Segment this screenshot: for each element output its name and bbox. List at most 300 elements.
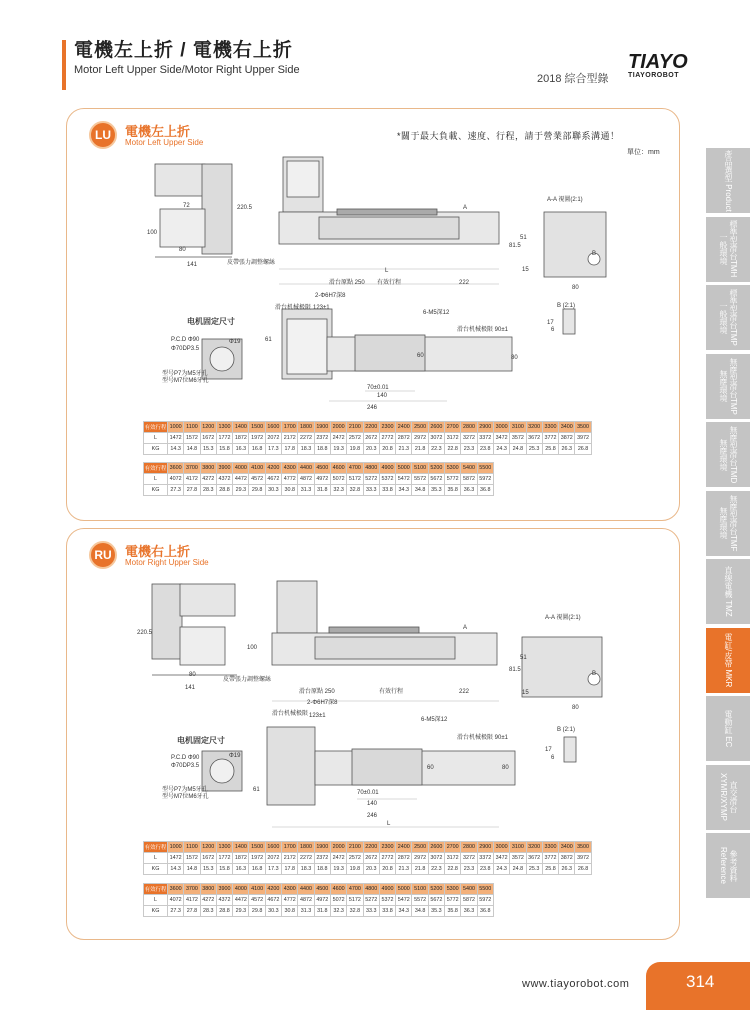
m7-note: 型号M7位M6牙孔 <box>162 794 209 800</box>
brand-logo <box>628 52 694 79</box>
table-cell: 3572 <box>510 853 526 864</box>
table-cell: 1500 <box>249 422 265 433</box>
section-mark-a: A <box>463 205 468 211</box>
table-cell: 31.8 <box>314 906 330 917</box>
table-cell: 3672 <box>526 853 542 864</box>
table-cell: 5972 <box>477 474 493 485</box>
table-cell: 5372 <box>379 474 395 485</box>
table-cell: 4672 <box>265 895 281 906</box>
side-tab-10[interactable] <box>706 833 750 899</box>
table-cell: 32.8 <box>347 485 363 496</box>
table-cell: 5872 <box>461 474 477 485</box>
page-title-en: Motor Left Upper Side/Motor Right Upper Side <box>74 64 300 76</box>
slide-origin: 滑台原點 250 <box>329 280 365 286</box>
dim-220-5: 220.5 <box>137 630 153 636</box>
dim-6: 6 <box>551 755 555 761</box>
row-label: L <box>144 853 168 864</box>
dim-80-aa: 80 <box>572 705 579 711</box>
table-cell: 1200 <box>200 422 216 433</box>
table-cell: 33.8 <box>379 485 395 496</box>
table-cell: 3372 <box>477 433 493 444</box>
dim-222: 222 <box>459 280 470 286</box>
table-cell: 34.3 <box>396 906 412 917</box>
table-cell: 4072 <box>168 474 184 485</box>
dim-70: 70±0.01 <box>357 790 379 796</box>
table-cell: 3600 <box>168 884 184 895</box>
dim-246: 246 <box>367 405 378 409</box>
table-cell: 4200 <box>265 884 281 895</box>
table-cell: 2100 <box>347 842 363 853</box>
detail-mark-b: B <box>592 251 597 257</box>
table-cell: 26.8 <box>575 444 591 455</box>
table-cell: 3172 <box>445 433 461 444</box>
dim-15: 15 <box>522 267 529 273</box>
dim-70: 70±0.01 <box>367 385 389 391</box>
side-tab-5[interactable] <box>706 491 750 557</box>
table-cell: 2172 <box>282 433 298 444</box>
table-cell: 35.8 <box>445 485 461 496</box>
dim-51: 51 <box>520 655 527 661</box>
row-label: 有效行程 <box>144 463 168 474</box>
aa-view: A-A 視圖(2:1) <box>547 197 583 203</box>
table-cell: 4772 <box>282 474 298 485</box>
table-cell: 5772 <box>445 895 461 906</box>
logo-wordmark: TIAYO <box>628 51 688 73</box>
table-cell: 2672 <box>363 433 379 444</box>
side-tab-4[interactable] <box>706 422 750 488</box>
table-cell: 2872 <box>396 433 412 444</box>
side-tab-label: 無塵型滑台TMD 無塵環境 <box>719 425 738 484</box>
table-cell: 24.8 <box>510 444 526 455</box>
table-cell: 2472 <box>330 433 346 444</box>
table-cell: 14.3 <box>168 864 184 875</box>
p7-note: 型号P7为M5牙孔 <box>162 371 208 377</box>
section-mark-a: A <box>463 625 468 631</box>
table-cell: 4372 <box>216 474 232 485</box>
table-cell: 22.8 <box>445 864 461 875</box>
table-cell: 20.8 <box>379 444 395 455</box>
dim-80-b: 80 <box>511 355 518 361</box>
table-cell: 16.3 <box>233 444 249 455</box>
table-cell: 4472 <box>233 895 249 906</box>
table-cell: 32.8 <box>347 906 363 917</box>
table-cell: 4972 <box>314 895 330 906</box>
table-cell: 4272 <box>200 895 216 906</box>
table-cell: 4772 <box>282 895 298 906</box>
side-tab-label: 參考資料 Reference <box>719 847 738 884</box>
detail-mark-b: B <box>592 671 597 677</box>
slide-origin: 滑台原點 250 <box>299 689 335 695</box>
dim-246: 246 <box>367 813 378 819</box>
effective-stroke: 有效行程 <box>379 689 404 695</box>
table-cell: 4800 <box>363 884 379 895</box>
table-cell: 3272 <box>461 853 477 864</box>
table-cell: 5200 <box>428 463 444 474</box>
table-cell: 2100 <box>347 422 363 433</box>
table-cell: 3900 <box>216 463 232 474</box>
table-cell: 2872 <box>396 853 412 864</box>
table-cell: 5672 <box>428 474 444 485</box>
side-tab-8[interactable] <box>706 696 750 762</box>
technical-drawing-ru <box>67 529 681 829</box>
table-cell: 17.3 <box>265 864 281 875</box>
table-cell: 29.8 <box>249 485 265 496</box>
table-cell: 2572 <box>347 433 363 444</box>
table-cell: 2900 <box>477 842 493 853</box>
table-cell: 27.8 <box>184 485 200 496</box>
table-cell: 33.3 <box>363 485 379 496</box>
logo-subtext: TIAYOROBOT <box>628 72 680 79</box>
table-cell: 3572 <box>510 433 526 444</box>
table-cell: 3872 <box>559 433 575 444</box>
pin-holes: 2-Φ6H7深8 <box>315 293 346 299</box>
table-cell: 32.3 <box>330 485 346 496</box>
side-tab-label: 無塵型滑台TMF 無塵環境 <box>719 494 738 552</box>
dim-L: L <box>387 821 391 827</box>
table-cell: 2272 <box>298 433 314 444</box>
table-cell: 3472 <box>493 433 509 444</box>
table-cell: 2072 <box>265 853 281 864</box>
dim-140: 140 <box>367 801 378 807</box>
table-cell: 2800 <box>461 422 477 433</box>
table-cell: 4100 <box>249 463 265 474</box>
side-tab-label: 直交滑台 XYMR/XYMP <box>719 772 738 821</box>
side-tab-9[interactable] <box>706 765 750 831</box>
table-cell: 5400 <box>461 884 477 895</box>
side-tab-label: 產品選型 Product <box>724 149 733 212</box>
table-cell: 35.8 <box>445 906 461 917</box>
table-cell: 34.8 <box>412 906 428 917</box>
table-cell: 1400 <box>233 842 249 853</box>
table-cell: 2672 <box>363 853 379 864</box>
table-cell: 2900 <box>477 422 493 433</box>
section-badge: LU <box>89 121 117 149</box>
dim-80: 80 <box>179 247 186 253</box>
dim-15: 15 <box>522 690 529 696</box>
slide-limit-90: 滑台机械极限 90±1 <box>457 735 508 741</box>
table-cell: 1472 <box>168 853 184 864</box>
table-cell: 5100 <box>412 463 428 474</box>
table-cell: 1872 <box>233 433 249 444</box>
table-cell: 2772 <box>379 853 395 864</box>
table-cell: 2472 <box>330 853 346 864</box>
table-cell: 22.8 <box>445 444 461 455</box>
table-cell: 4400 <box>298 884 314 895</box>
row-weight <box>144 485 494 496</box>
motor-fixing-label: 电机固定尺寸 <box>177 736 225 745</box>
table-cell: 28.8 <box>216 485 232 496</box>
row-label: KG <box>144 444 168 455</box>
table-cell: 2500 <box>412 422 428 433</box>
side-tab-6[interactable] <box>706 559 750 625</box>
table-cell: 5300 <box>445 884 461 895</box>
table-cell: 25.8 <box>542 864 558 875</box>
table-cell: 1972 <box>249 853 265 864</box>
table-cell: 4172 <box>184 474 200 485</box>
table-cell: 28.8 <box>216 906 232 917</box>
table-cell: 2500 <box>412 842 428 853</box>
table-cell: 21.3 <box>396 864 412 875</box>
table-cell: 14.3 <box>168 444 184 455</box>
table-cell: 5772 <box>445 474 461 485</box>
row-weight <box>144 864 592 875</box>
table-cell: 5172 <box>347 474 363 485</box>
table-cell: 28.3 <box>200 906 216 917</box>
belt-adjust-note: 皮帶張力調整螺絲 <box>227 260 276 266</box>
m7-note: 型号M7位M6牙孔 <box>162 378 209 384</box>
side-tab-label: 直線電機 TMZ <box>724 566 733 617</box>
dim-60: 60 <box>427 765 434 771</box>
table-cell: 2700 <box>445 422 461 433</box>
table-cell: 4700 <box>347 884 363 895</box>
section-title-cn: 電機左上折 <box>125 124 191 139</box>
row-length <box>144 433 592 444</box>
side-tab-0[interactable] <box>706 148 750 214</box>
detail-b: B (2:1) <box>557 303 576 309</box>
table-cell: 1900 <box>314 422 330 433</box>
table-cell: 2200 <box>363 842 379 853</box>
table-cell: 31.3 <box>298 906 314 917</box>
slide-limit: 滑台机械极限 <box>275 305 312 311</box>
table-cell: 23.3 <box>461 444 477 455</box>
table-cell: 1800 <box>298 842 314 853</box>
table-cell: 3100 <box>510 422 526 433</box>
table-cell: 1300 <box>216 422 232 433</box>
load-note: *關于最大負載、速度、行程，請于營業部聯系溝通！ <box>397 131 620 141</box>
table-cell: 29.8 <box>249 906 265 917</box>
table-cell: 1500 <box>249 842 265 853</box>
table-cell: 2372 <box>314 433 330 444</box>
table-cell: 3800 <box>200 884 216 895</box>
table-cell: 1800 <box>298 422 314 433</box>
table-cell: 4000 <box>233 463 249 474</box>
row-stroke <box>144 463 494 474</box>
row-label: KG <box>144 864 168 875</box>
slide-limit-90: 滑台机械极限 90±1 <box>457 327 508 333</box>
dim-80-aa: 80 <box>572 285 579 291</box>
table-cell: 14.8 <box>184 444 200 455</box>
table-cell: 22.3 <box>428 444 444 455</box>
table-cell: 5400 <box>461 463 477 474</box>
side-tab-2[interactable] <box>706 285 750 351</box>
table-cell: 3200 <box>526 422 542 433</box>
table-cell: 4572 <box>249 895 265 906</box>
table-cell: 28.3 <box>200 485 216 496</box>
table-cell: 4872 <box>298 474 314 485</box>
table-cell: 23.8 <box>477 444 493 455</box>
table-cell: 1572 <box>184 433 200 444</box>
table-cell: 3172 <box>445 853 461 864</box>
dim-141: 141 <box>185 685 196 691</box>
table-cell: 33.3 <box>363 906 379 917</box>
table-cell: 3600 <box>168 463 184 474</box>
table-cell: 4200 <box>265 463 281 474</box>
table-cell: 3772 <box>542 853 558 864</box>
table-cell: 17.3 <box>265 444 281 455</box>
row-label: L <box>144 895 168 906</box>
table-cell: 2400 <box>396 842 412 853</box>
slide-limit: 滑台机械极限 <box>272 711 309 717</box>
table-cell: 19.3 <box>330 444 346 455</box>
table-cell: 1772 <box>216 433 232 444</box>
row-label: 有效行程 <box>144 842 168 853</box>
table-cell: 3700 <box>184 463 200 474</box>
table-cell: 21.8 <box>412 864 428 875</box>
table-cell: 35.3 <box>428 906 444 917</box>
pcd-label: P.C.D Φ90 <box>171 755 200 761</box>
section-motor-right-upper <box>66 528 680 940</box>
table-cell: 2972 <box>412 853 428 864</box>
table-cell: 18.8 <box>314 864 330 875</box>
table-cell: 3400 <box>559 422 575 433</box>
table-cell: 1472 <box>168 433 184 444</box>
table-cell: 3372 <box>477 853 493 864</box>
table-cell: 5272 <box>363 895 379 906</box>
side-tab-label: 無塵型滑台TMP 無塵環境 <box>719 357 738 415</box>
table-cell: 5872 <box>461 895 477 906</box>
table-cell: 17.8 <box>282 864 298 875</box>
table-cell: 16.8 <box>249 864 265 875</box>
row-label: L <box>144 433 168 444</box>
table-cell: 2072 <box>265 433 281 444</box>
table-cell: 5672 <box>428 895 444 906</box>
table-cell: 5000 <box>396 463 412 474</box>
pcd-label: P.C.D Φ90 <box>171 337 200 343</box>
footer-url[interactable]: www.tiayorobot.com <box>522 978 630 990</box>
dim-72: 72 <box>183 203 190 209</box>
table-cell: 5972 <box>477 895 493 906</box>
table-cell: 1100 <box>184 842 200 853</box>
row-length <box>144 474 494 485</box>
dim-80-b: 80 <box>502 765 509 771</box>
table-cell: 29.3 <box>233 485 249 496</box>
row-weight <box>144 906 494 917</box>
row-stroke <box>144 884 494 895</box>
section-motor-left-upper <box>66 108 680 521</box>
table-cell: 36.3 <box>461 485 477 496</box>
table-cell: 1100 <box>184 422 200 433</box>
table-cell: 18.3 <box>298 864 314 875</box>
table-cell: 4572 <box>249 474 265 485</box>
table-cell: 5200 <box>428 884 444 895</box>
page-title-cn: 電機左上折 / 電機右上折 <box>74 40 293 61</box>
table-cell: 5572 <box>412 895 428 906</box>
table-cell: 19.3 <box>330 864 346 875</box>
table-cell: 23.8 <box>477 864 493 875</box>
table-cell: 2200 <box>363 422 379 433</box>
dim-17: 17 <box>547 320 554 326</box>
table-cell: 34.8 <box>412 485 428 496</box>
table-cell: 5100 <box>412 884 428 895</box>
side-tab-7[interactable] <box>706 628 750 694</box>
table-cell: 3872 <box>559 853 575 864</box>
row-label: 有效行程 <box>144 884 168 895</box>
motor-fixing-label: 电机固定尺寸 <box>187 317 235 326</box>
dim-60: 60 <box>417 353 424 359</box>
table-cell: 27.3 <box>168 485 184 496</box>
table-cell: 3000 <box>493 422 509 433</box>
side-tab-3[interactable] <box>706 354 750 420</box>
table-cell: 3072 <box>428 433 444 444</box>
table-cell: 3072 <box>428 853 444 864</box>
table-cell: 5072 <box>330 895 346 906</box>
table-cell: 4600 <box>330 884 346 895</box>
dim-100: 100 <box>247 645 258 651</box>
table-cell: 24.8 <box>510 864 526 875</box>
table-cell: 4272 <box>200 474 216 485</box>
phi70-label: Φ70DP3.5 <box>171 763 200 769</box>
table-cell: 4300 <box>282 463 298 474</box>
table-cell: 3800 <box>200 463 216 474</box>
table-cell: 5000 <box>396 884 412 895</box>
table-cell: 21.8 <box>412 444 428 455</box>
side-tab-1[interactable] <box>706 217 750 283</box>
table-cell: 1300 <box>216 842 232 853</box>
table-cell: 26.3 <box>559 444 575 455</box>
table-cell: 31.3 <box>298 485 314 496</box>
table-cell: 24.3 <box>493 444 509 455</box>
table-cell: 4300 <box>282 884 298 895</box>
table-cell: 17.8 <box>282 444 298 455</box>
table-cell: 19.8 <box>347 444 363 455</box>
spec-table-lu-2 <box>143 462 494 496</box>
table-cell: 2572 <box>347 853 363 864</box>
m5-holes: 6-M5深12 <box>421 717 448 723</box>
table-cell: 34.3 <box>396 485 412 496</box>
table-cell: 3700 <box>184 884 200 895</box>
table-cell: 1700 <box>282 422 298 433</box>
table-cell: 1000 <box>168 842 184 853</box>
row-weight <box>144 444 592 455</box>
table-cell: 31.8 <box>314 485 330 496</box>
table-cell: 27.8 <box>184 906 200 917</box>
dim-81-5: 81.5 <box>509 667 521 673</box>
table-cell: 3500 <box>575 422 591 433</box>
table-cell: 3400 <box>559 842 575 853</box>
table-cell: 16.8 <box>249 444 265 455</box>
table-cell: 32.3 <box>330 906 346 917</box>
dim-81-5: 81.5 <box>509 243 521 249</box>
table-cell: 3300 <box>542 842 558 853</box>
table-cell: 4400 <box>298 463 314 474</box>
table-cell: 5472 <box>396 474 412 485</box>
dim-6: 6 <box>551 327 555 333</box>
side-tab-label: 電動缸 EC <box>724 709 733 748</box>
table-cell: 3672 <box>526 433 542 444</box>
table-cell: 2300 <box>379 422 395 433</box>
table-cell: 4600 <box>330 463 346 474</box>
table-cell: 14.8 <box>184 864 200 875</box>
table-cell: 25.8 <box>542 444 558 455</box>
table-cell: 4500 <box>314 884 330 895</box>
table-cell: 4372 <box>216 895 232 906</box>
phi19-label: Φ19 <box>229 339 241 345</box>
spec-table-lu-1 <box>143 421 592 455</box>
dim-141: 141 <box>187 262 198 268</box>
dim-100: 100 <box>147 230 158 236</box>
table-cell: 1872 <box>233 853 249 864</box>
table-cell: 5572 <box>412 474 428 485</box>
table-cell: 3000 <box>493 842 509 853</box>
table-cell: 4900 <box>379 463 395 474</box>
table-cell: 4972 <box>314 474 330 485</box>
table-cell: 29.3 <box>233 906 249 917</box>
phi70-label: Φ70DP3.5 <box>171 346 200 352</box>
table-cell: 2000 <box>330 842 346 853</box>
table-cell: 5500 <box>477 463 493 474</box>
table-cell: 3200 <box>526 842 542 853</box>
table-cell: 3900 <box>216 884 232 895</box>
